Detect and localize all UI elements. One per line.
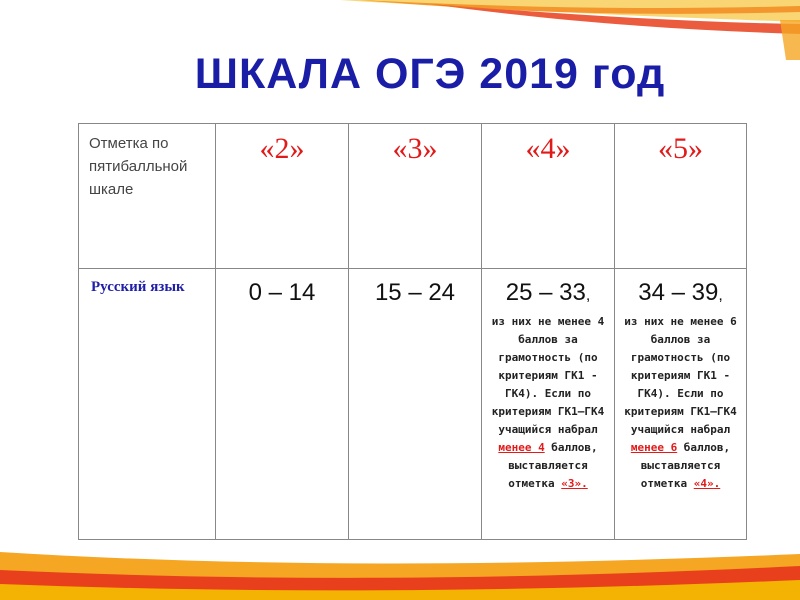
grade-4: «4» — [482, 124, 615, 269]
table-row-header — [79, 124, 747, 269]
header-label-cell: Отметка по пятибалльной шкале — [79, 124, 216, 269]
bottom-decoration — [0, 540, 800, 600]
grade-5: «5» — [615, 124, 747, 269]
note-grade-4: из них не менее 4 баллов за грамотность (по критериям ГК1 - ГК4). Если по критериям ГК1–ГК4 учащийся набрал менее 4 баллов, выставляется отметка «3». — [491, 315, 605, 490]
subject-cell: Русский язык — [79, 269, 216, 540]
grading-table — [78, 123, 747, 540]
range-grade-2: 0 – 14 — [216, 269, 349, 540]
note-grade-5: из них не менее 6 баллов за грамотность (по критериям ГК1 - ГК4). Если по критериям ГК1–ГК4 учащийся набрал менее 6 баллов, выставляется отметка «4». — [624, 315, 737, 490]
table-row-russian — [79, 269, 747, 540]
grade-3: «3» — [349, 124, 482, 269]
range-grade-5: 34 – 39, из них не менее 6 баллов за грамотность (по критериям ГК1 - ГК4). Если по критериям ГК1–ГК4 учащийся набрал менее 6 баллов, выставляется отметка «4». — [615, 269, 747, 540]
range-grade-3: 15 – 24 — [349, 269, 482, 540]
range-grade-4: 25 – 33, из них не менее 4 баллов за грамотность (по критериям ГК1 - ГК4). Если по критериям ГК1–ГК4 учащийся набрал менее 4 баллов, выставляется отметка «3». — [482, 269, 615, 540]
grade-2: «2» — [216, 124, 349, 269]
page-title: ШКАЛА ОГЭ 2019 год — [194, 50, 666, 98]
